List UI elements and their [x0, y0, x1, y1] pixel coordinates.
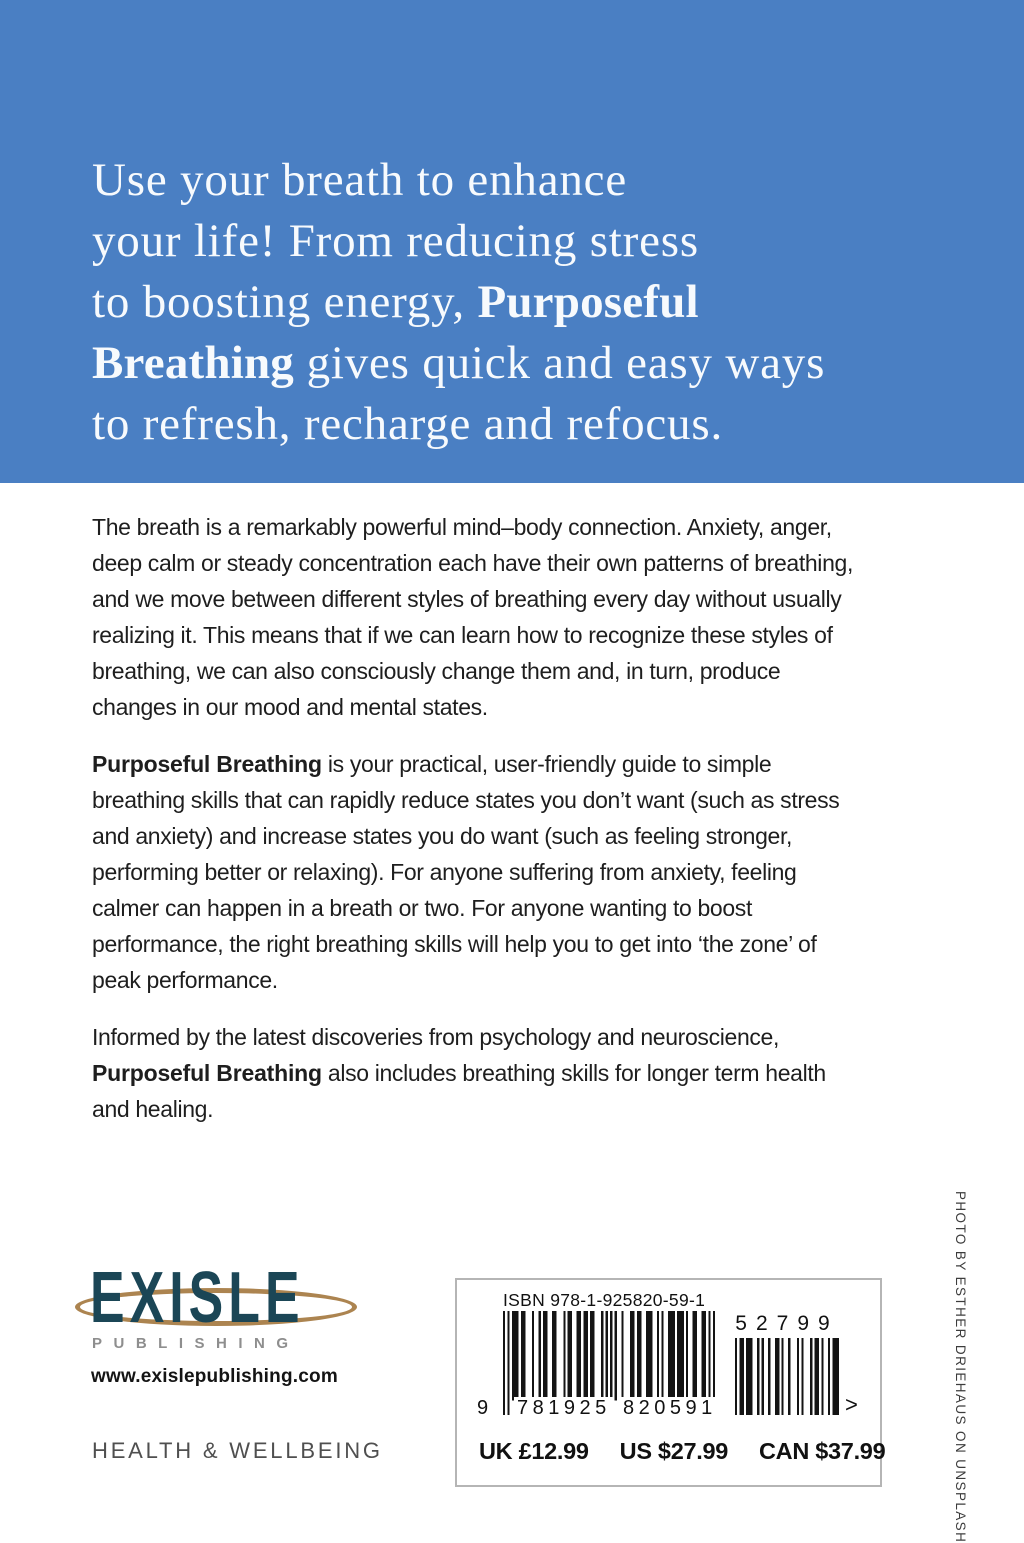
- hero-line: [92, 211, 825, 272]
- blurb-text: The breath is a remarkably powerful mind–body connection. Anxiety, anger, deep calm or steady concentration each have their own patterns of breathing, and we move between different styles of breathing every day without usually realizing it. This means that if we can learn how to recognize these styles of breathing, we can also consciously change them and, in turn, produce changes in our mood and mental states.: [92, 514, 853, 720]
- blurb-text: also includes breathing skills for longer term health and healing.: [92, 1060, 826, 1122]
- barcode-arrow: >: [845, 1392, 858, 1417]
- addon-barcode-icon: [735, 1338, 839, 1415]
- hero-line: [92, 150, 825, 211]
- publisher-name: EXISLE: [90, 1258, 305, 1338]
- barcode-digit-group: 820591: [620, 1397, 720, 1420]
- hero-line-bold: Purposeful: [477, 276, 699, 328]
- blurb-text: Informed by the latest discoveries from psychology and neuroscience,: [92, 1024, 780, 1050]
- hero-line-text: to boosting energy,: [92, 276, 478, 328]
- publisher-website: www.exislepublishing.com: [91, 1366, 338, 1387]
- blurb-paragraph: [92, 509, 864, 725]
- price-row: [479, 1438, 885, 1465]
- photo-credit: PHOTO BY ESTHER DRIEHAUS ON UNSPLASH: [953, 1191, 968, 1543]
- hero-panel: [0, 0, 1024, 483]
- blurb-bold: Purposeful Breathing: [92, 751, 322, 777]
- hero-line: [92, 272, 825, 333]
- blurb-paragraph: [92, 1019, 864, 1127]
- barcode-addon-digits: 52799: [735, 1312, 839, 1335]
- isbn-label: ISBN 978-1-925820-59-1: [503, 1290, 706, 1310]
- hero-line: [92, 394, 825, 455]
- hero-line-text: gives quick and easy ways: [294, 337, 826, 389]
- hero-line-text: Use your breath to enhance: [92, 154, 627, 206]
- publisher-subtext: PUBLISHING: [92, 1335, 300, 1352]
- blurb-bold: Purposeful Breathing: [92, 1060, 322, 1086]
- blurb-text: is your practical, user-friendly guide to simple breathing skills that can rapidly reduce states you don’t want (such as stress and anxiety) and increase states you do want (such as feeling stronger, performing better or relaxing). For anyone suffering from anxiety, feeling calmer can happen in a breath or two. For anyone wanting to boost performance, the right breathing skills will help you to get into ‘the zone’ of peak performance.: [92, 751, 840, 993]
- hero-line-text: to refresh, recharge and refocus.: [92, 398, 723, 450]
- price-uk: UK £12.99: [479, 1438, 589, 1464]
- blurb-paragraph: [92, 746, 864, 998]
- category-label: HEALTH & WELLBEING: [92, 1438, 383, 1463]
- price-us: US $27.99: [619, 1438, 729, 1464]
- hero-line: [92, 333, 825, 394]
- publisher-logo: [75, 1258, 365, 1402]
- barcode-digit-lead: 9: [477, 1397, 489, 1419]
- barcode-digit-group: 781925: [514, 1397, 614, 1420]
- hero-line-text: your life! From reducing stress: [92, 215, 699, 267]
- barcode-panel: [455, 1278, 886, 1487]
- blurb: [92, 509, 864, 1148]
- hero-tagline: [92, 150, 825, 455]
- hero-line-bold: Breathing: [92, 337, 295, 389]
- price-can: CAN $37.99: [759, 1438, 886, 1464]
